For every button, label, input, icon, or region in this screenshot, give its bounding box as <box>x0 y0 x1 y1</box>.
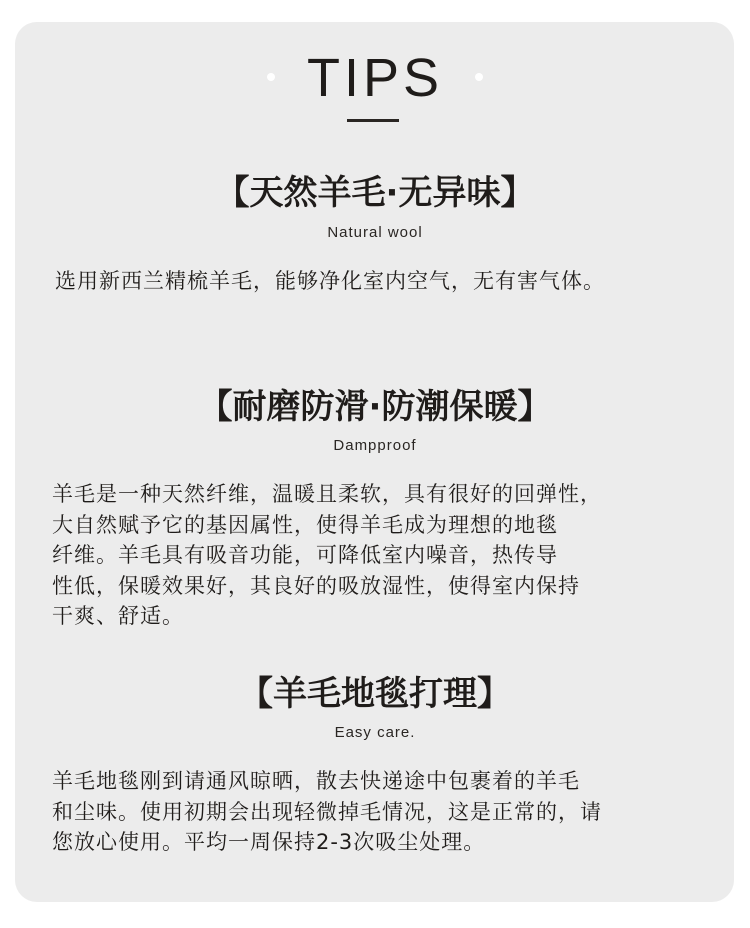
body-line: 羊毛地毯刚到请通风晾晒，散去快递途中包裹着的羊毛 <box>52 769 580 793</box>
section-body-dampproof <box>52 479 602 632</box>
tips-underline <box>347 119 399 122</box>
section-title-easy-care: 【羊毛地毯打理】 <box>239 674 511 714</box>
body-line: 和尘味。使用初期会出现轻微掉毛情况，这是正常的，请 <box>52 799 602 824</box>
body-line: 选用新西兰精梳羊毛，能够净化室内空气，无有害气体。 <box>55 269 605 293</box>
section-body-easy-care <box>52 766 602 858</box>
body-line: 您放心使用。平均一周保持2-3次吸尘处理。 <box>52 830 486 854</box>
section-subtitle-dampproof: Dampproof <box>333 437 417 454</box>
section-subtitle-easy-care: Easy care. <box>334 724 416 741</box>
section-title-natural-wool: 【天然羊毛·无异味】 <box>215 173 535 213</box>
section-subtitle-natural-wool: Natural wool <box>327 224 423 241</box>
body-line: 干爽、舒适。 <box>52 604 184 628</box>
body-line: 性低，保暖效果好，其良好的吸放湿性，使得室内保持 <box>52 573 580 598</box>
section-body-natural-wool <box>55 266 605 297</box>
tips-title: TIPS <box>306 48 444 108</box>
tips-header <box>0 48 750 108</box>
body-line: 纤维。羊毛具有吸音功能，可降低室内噪音，热传导 <box>52 543 558 567</box>
body-line: 大自然赋予它的基因属性，使得羊毛成为理想的地毯 <box>52 512 558 537</box>
body-line: 羊毛是一种天然纤维，温暖且柔软，具有很好的回弹性， <box>52 482 602 506</box>
section-title-dampproof: 【耐磨防滑·防潮保暖】 <box>198 387 552 427</box>
